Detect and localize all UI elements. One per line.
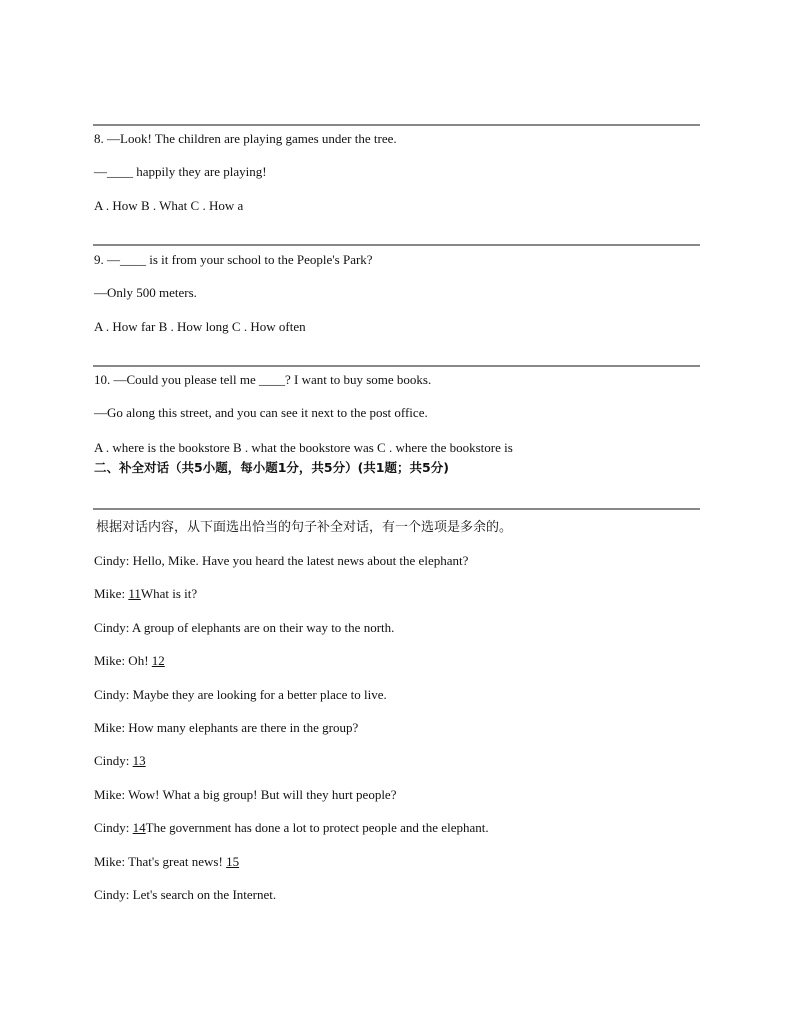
q9-stem: 9. —____ is it from your school to the People's Park?	[94, 252, 373, 267]
blank-12: 12	[151, 653, 165, 668]
divider-section2	[93, 508, 700, 510]
q8-options: A . How B . What C . How a	[94, 198, 244, 213]
dialogue-line: Mike: Wow! What a big group! But will they hurt people?	[94, 787, 397, 802]
blank-13: 13	[132, 753, 146, 768]
q10-options: A . where is the bookstore B . what the bookstore was C . where the bookstore is	[94, 440, 513, 455]
dialogue-line: Mike: Oh! 12	[94, 653, 165, 668]
dialogue-line: Cindy: Hello, Mike. Have you heard the latest news about the elephant?	[94, 553, 469, 568]
dialogue-line: Cindy: 14The government has done a lot to protect people and the elephant.	[94, 820, 489, 835]
dialogue-line: Mike: That's great news! 15	[94, 854, 240, 869]
divider-q10	[93, 365, 700, 367]
dialogue-line: Cindy: Let's search on the Internet.	[94, 887, 277, 902]
dialogue-line: Mike: 11What is it?	[94, 586, 198, 601]
q8-stem: 8. —Look! The children are playing games under the tree.	[94, 131, 397, 146]
blank-15: 15	[226, 854, 240, 869]
q9-options: A . How far B . How long C . How often	[94, 319, 306, 334]
divider-q9	[93, 244, 700, 246]
section2-instructions: 根据对话内容，从下面选出恰当的句子补全对话，有一个选项是多余的。	[96, 520, 513, 535]
dialogue-line: Cindy: 13	[94, 753, 146, 768]
q8-response: —____ happily they are playing!	[94, 164, 267, 179]
dialogue-line: Mike: How many elephants are there in the group?	[94, 720, 359, 735]
dialogue-line: Cindy: Maybe they are looking for a better place to live.	[94, 687, 387, 702]
blank-14: 14	[132, 820, 146, 835]
divider-q8	[93, 124, 700, 126]
q10-response: —Go along this street, and you can see it next to the post office.	[94, 405, 428, 420]
dialogue-line: Cindy: A group of elephants are on their way to the north.	[94, 620, 395, 635]
section2-heading: 二、补全对话（共5小题，每小题1分，共5分）(共1题；共5分)	[94, 460, 449, 475]
q9-response: —Only 500 meters.	[94, 285, 197, 300]
blank-11: 11	[128, 586, 141, 601]
q10-stem: 10. —Could you please tell me ____? I want to buy some books.	[94, 372, 432, 387]
